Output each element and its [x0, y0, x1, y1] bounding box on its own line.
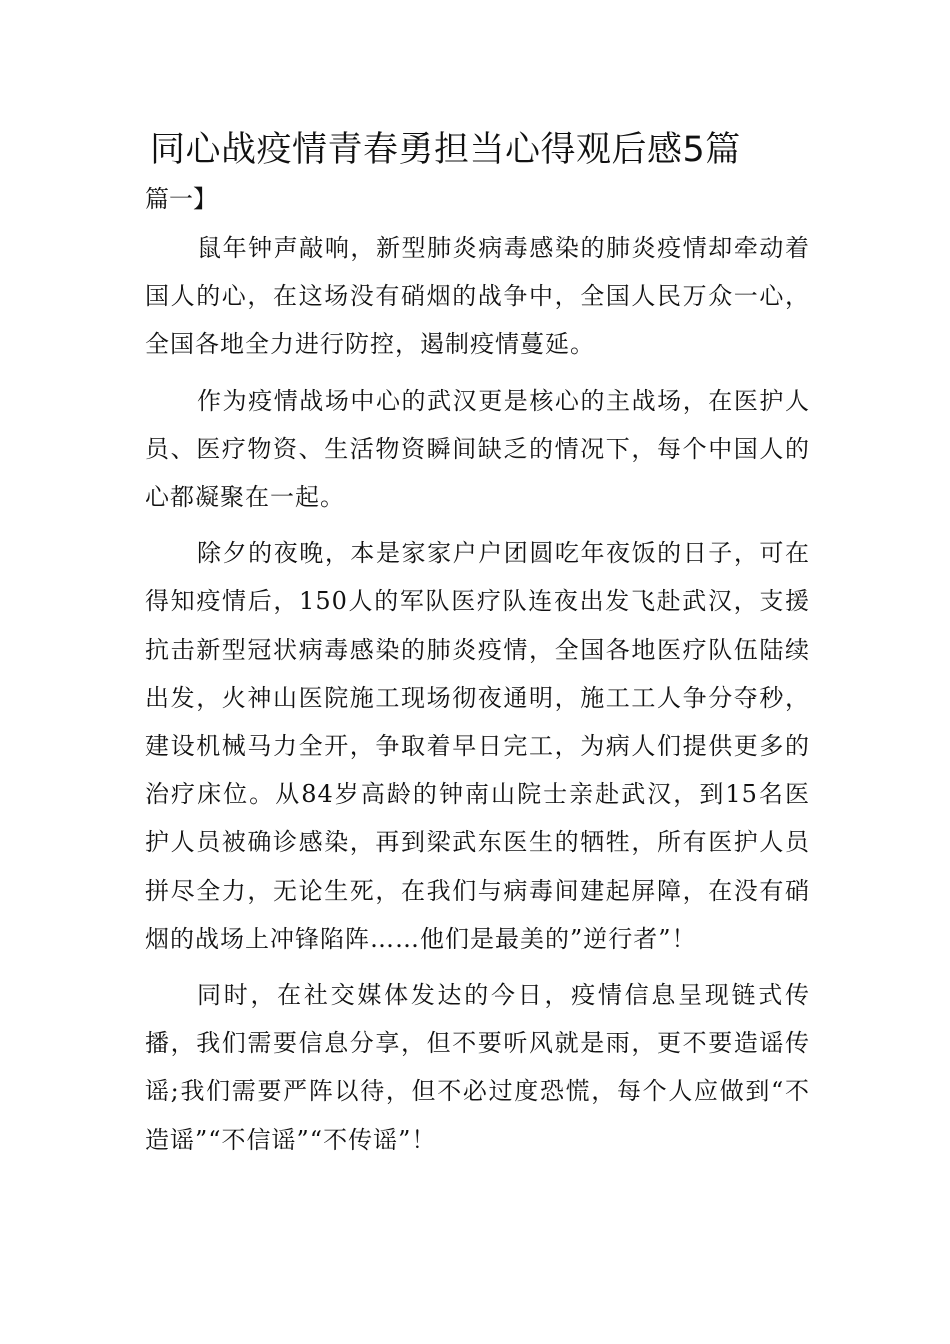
paragraph: 鼠年钟声敲响，新型肺炎病毒感染的肺炎疫情却牵动着国人的心，在这场没有硝烟的战争中，全国人民万众一心，全国各地全力进行防控，遏制疫情蔓延。	[145, 234, 810, 359]
paragraph: 作为疫情战场中心的武汉更是核心的主战场，在医护人员、医疗物资、生活物资瞬间缺乏的情况下，每个中国人的心都凝聚在一起。	[145, 386, 810, 512]
paragraph: 除夕的夜晚，本是家家户户团圆吃年夜饭的日子，可在得知疫情后，150人的军队医疗队连夜出发飞赴武汉，支援抗击新型冠状病毒感染的肺炎疫情，全国各地医疗队伍陆续出发，火神山医院施工现场彻夜通明，施工工人争分夺秒，建设机械马力全开，争取着早日完工，为病人们提供更多的治疗床位。从84岁高龄的钟南山院士亲赴武汉，到15名医护人员被确诊感染，再到梁武东医生的牺牲，所有医护人员拼尽全力，无论生死，在我们与病毒间建起屏障，在没有硝烟的战场上冲锋陷阵……他们是最美的”逆行者”！	[145, 539, 810, 953]
document-title: 同心战疫情青春勇担当心得观后感5篇	[150, 130, 741, 170]
paragraph: 同时，在社交媒体发达的今日，疫情信息呈现链式传播，我们需要信息分享，但不要听风就是雨，更不要造谣传谣;我们需要严阵以待，但不必过度恐慌，每个人应做到“不造谣”“不信谣”“不传谣”！	[145, 981, 810, 1154]
section-label: 篇一】	[145, 185, 217, 213]
document-body	[145, 224, 810, 1172]
